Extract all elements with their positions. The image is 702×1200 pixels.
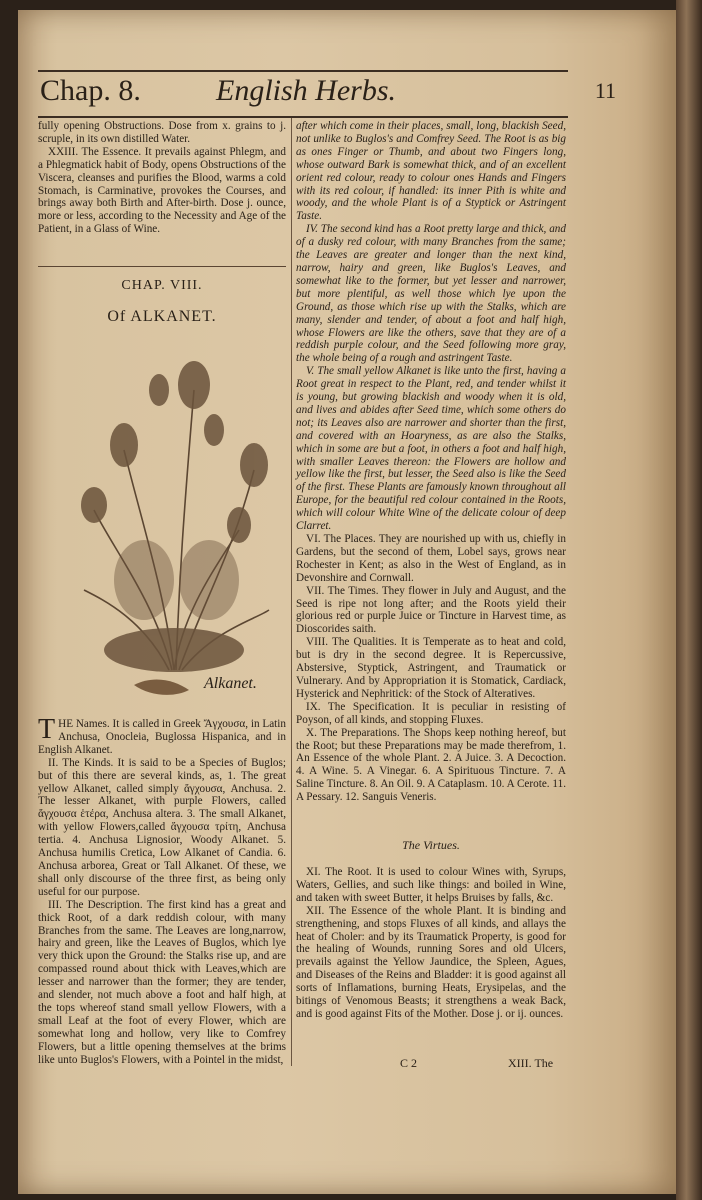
catchword: XIII. The	[508, 1056, 554, 1070]
header-chapter: Chap. 8.	[40, 74, 141, 107]
right-column	[296, 120, 566, 804]
paragraph: VI. The Places. They are nourished up with us, chiefly in Gardens, but the second of them, Lobel says, grows near Rochester in Kent; as also in the West of England, as in Devonshire and Cornwall.	[296, 533, 566, 584]
left-column-top	[38, 120, 286, 236]
paragraph: XII. The Essence of the whole Plant. It is binding and strengthening, and stops Fluxes of all kinds, and allays the heat of Choler: and by its Traumatick Property, is good for the healing of Wounds, running Sores and old Ulcers, prevails against the Yellow Jaundice, the Spleen, Agues, and Diseases of the Reins and Bladder: it is good against all sorts of Inflamations, burning Heats, Erysipelas, and the bitings of Venomous Beasts; it strengthens a weak Back, and is good against Fits of the Mother. Dose j. or ij. ounces.	[296, 904, 566, 1020]
plant-label: Alkanet.	[204, 675, 257, 692]
paragraph-text: HE Names. It is called in Greek Ἄγχουσα, in Latin Anchusa, Onocleia, Buglossa Hispanica, and in English Alkanet.	[38, 718, 286, 756]
paragraph: IV. The second kind has a Root pretty large and thick, and of a dusky red colour, with many Branches from the same; the Leaves are greater and longer than the next kind, narrow, hairy and green, like Buglos's Leaves, and somewhat like to the former, but yet lesser and narrower, but more plentiful, as well those which lye upon the Ground, as those which rise up with the Stalks, which are many, slender and tender, of about a foot and half high, whose Flowers are like the others, save that they are of a reddish purple colour, and the Seed following more gray, the whole being of a rough and astringent Taste.	[296, 223, 566, 365]
paragraph: XI. The Root. It is used to colour Wines with, Syrups, Waters, Gellies, and such like things: and boiled in Wine, and taken with sweet Butter, it helps Bruises by falls, &c.	[296, 866, 566, 904]
chapter-subtitle: Of ALKANET.	[107, 308, 217, 325]
page-number: 11	[594, 78, 616, 103]
paragraph: II. The Kinds. It is said to be a Species of Buglos; but of this there are several kinds, as, 1. The great yellow Alkanet, called simply ἄγχουσα, Anchusa. 2. The lesser Alkanet, with purple Flowers, called ἄγχουσα ἑτέρα, Anchusa altera. 3. The small Alkanet, with yellow Flowers,called ἄγχουσα τρίτη, Anchusa tertia. 4. Anchusa Lignosior, Woody Alkanet. 5. Anchusa humilis Cretica, Low Alkanet of Candia. 6. Anchusa arborea, Great or Tall Alkanet. Of these, we shall only discourse of the three first, as being only useful for our purpose.	[38, 756, 286, 898]
paragraph: XXIII. The Essence. It prevails against Phlegm, and a Phlegmatick habit of Body, opens Obstructions of the Viscera, cleanses and purifies the Blood, warms a cold Stomach, is Carminative, provokes the Courses, and brings away both Birth and After-birth. Dose j. ounce, more or less, according to the Necessity and Age of the Patient, in a Glass of Wine.	[38, 145, 286, 236]
drop-cap: T	[38, 714, 56, 745]
alkanet-woodcut-illustration	[64, 330, 284, 710]
chapter-heading: CHAP. VIII.	[121, 278, 203, 293]
running-header	[38, 70, 616, 118]
paragraph: VIII. The Qualities. It is Temperate as to heat and cold, but is dry in the second degree. It is Repercussive, Abstersive, Styptick, Astringent, and Traumatick or Vulnerary. And by Appropriation it is Stomatick, Cardiack, Hysterick and Nephritick: of the Stock of Alteratives.	[296, 636, 566, 700]
column-divider	[291, 118, 292, 1066]
right-column-bottom	[296, 866, 566, 1021]
paragraph: fully opening Obstructions. Dose from x. grains to j. scruple, in its own distilled Water.	[38, 120, 286, 145]
paragraph: IX. The Specification. It is peculiar in resisting of Poyson, of all kinds, and stopping Fluxes.	[296, 700, 566, 726]
paragraph	[38, 714, 286, 757]
header-title: English Herbs.	[216, 74, 396, 107]
paragraph: X. The Preparations. The Shops keep nothing hereof, but the Root; but these Preparations may be made therefrom, 1. An Essence of the whole Plant. 2. A Juice. 3. A Decoction. 4. A Wine. 5. A Vinegar. 6. A Spirituous Tincture. 7. A Saline Tincture. 8. An Oil. 9. A Cataplasm. 10. A Cerote. 11. A Pessary. 12. Sanguis Veneris.	[296, 726, 566, 804]
book-spine	[676, 0, 702, 1200]
paragraph: V. The small yellow Alkanet is like unto the first, having a Root great in respect to the Plant, red, and tender whilst it is young, but growing blackish and woody when it is old, and lives and abides after Seed time, which some others do not; its Leaves also are narrower and shorter than the first, and covered with an Hoaryness, as are also the Stalks, which in some are but a foot, in others a foot and half high, with smaller Leaves thereon: the Flowers are hollow and yellow like the first, but lesser, the Seed also is like the Seed of the first. These Plants are famously known throughout all Europe, for the beautiful red colour contained in the Roots, which will colour White Wine of the delicate colour of deep Clarret.	[296, 365, 566, 533]
signature-mark: C 2	[400, 1056, 418, 1070]
paragraph: III. The Description. The first kind has a great and thick Root, of a dark reddish colour, with many Branches from the same. The Leaves are long,narrow, hairy and green, like the Leaves of Buglos, which lye very thick upon the Ground: the Stalks rise up, and are compassed round about thick with Leaves,which are lesser and narrower than the former; they are tender, and slender, not much above a foot and half high, at the tops whereof stand small yellow Flowers, with a small Leaf at the foot of every Flower, which are somewhat long and hollow, very like to Comfrey Flowers, but a little opening themselves at the brims like unto Buglos's Flowers, with a Pointel in the midst,	[38, 898, 286, 1066]
paragraph: VII. The Times. They flower in July and August, and the Seed is ripe not long after; and the Roots yield their glorious red or purple Juice or Tincture in Harvest time, as Dioscorides saith.	[296, 584, 566, 636]
left-column-bottom	[38, 714, 286, 1066]
virtues-heading: The Virtues.	[402, 838, 460, 852]
section-rule	[38, 266, 286, 267]
paragraph: after which come in their places, small, long, blackish Seed, not unlike to Buglos's and Comfrey Seed. The Root is as big as ones Finger or Thumb, and about two Fingers long, whose outward Bark is somewhat thick, and of an excellent orient red colour, ready to colour ones Hands and Fingers with its red colour, if handled: its inner Pith is white and woody, and the whole Plant is of a Styptick or Astringent Taste.	[296, 120, 566, 223]
